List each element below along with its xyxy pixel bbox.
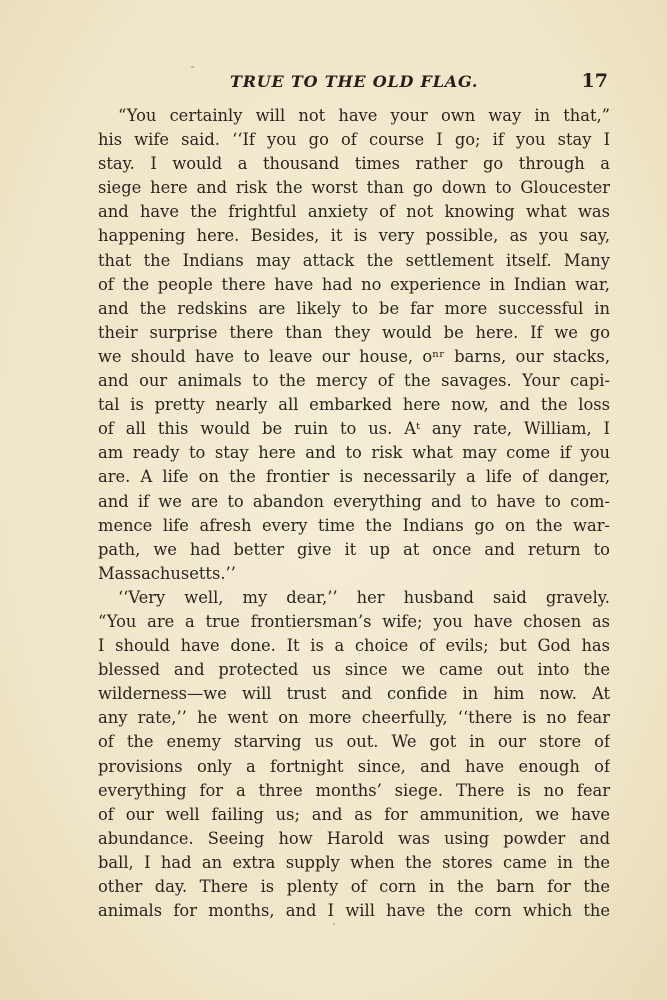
text-line: and have the frightful anxiety of not knowing what was bbox=[98, 202, 610, 222]
text-line: abundance. Seeing how Harold was using powder and bbox=[98, 828, 610, 848]
body-text bbox=[98, 104, 610, 923]
text-line: wilderness—we will trust and confide in him now. At bbox=[98, 684, 610, 704]
text-line: are. A life on the frontier is necessarily a life of danger, bbox=[98, 467, 610, 487]
text-line: happening here. Besides, it is very possible, as you say, bbox=[98, 226, 610, 246]
text-line: we should have to leave our house, oⁿʳ barns, our stacks, bbox=[98, 346, 610, 366]
text-line: provisions only a fortnight since, and have enough of bbox=[98, 756, 610, 776]
text-line: I should have done. It is a choice of evils; but God has bbox=[98, 636, 610, 656]
text-line: that the Indians may attack the settlement itself. Many bbox=[98, 250, 610, 270]
text-line: animals for months, and I will have the corn which the bbox=[98, 901, 610, 921]
running-head-title: TRUE TO THE OLD FLAG. bbox=[230, 72, 479, 91]
text-line: am ready to stay here and to risk what may come if you bbox=[98, 443, 610, 463]
text-line: mence life afresh every time the Indians go on the war- bbox=[98, 515, 610, 535]
text-line: “You certainly will not have your own way in that,” bbox=[118, 106, 610, 125]
text-line: stay. I would a thousand times rather go through a bbox=[98, 154, 610, 174]
text-line: Massachusetts.’’ bbox=[98, 563, 236, 583]
text-line: any rate,’’ he went on more cheerfully, ‘‘there is no fear bbox=[98, 708, 610, 728]
text-line: of the enemy starving us out. We got in our store of bbox=[98, 732, 610, 752]
text-line: siege here and risk the worst than go down to Gloucester bbox=[98, 178, 610, 198]
text-line: his wife said. ‘‘If you go of course I go; if you stay I bbox=[98, 130, 610, 150]
text-line: and if we are to abandon everything and to have to com- bbox=[98, 491, 610, 511]
text-line: ‘‘Very well, my dear,’’ her husband said gravely. bbox=[118, 587, 610, 607]
paper-speck bbox=[191, 66, 194, 68]
text-line: ball, I had an extra supply when the stores came in the bbox=[98, 852, 610, 872]
text-line: of all this would be ruin to us. Aᵗ any rate, William, I bbox=[98, 419, 610, 439]
text-line: other day. There is plenty of corn in the barn for the bbox=[98, 877, 610, 896]
text-line: everything for a three months’ siege. There is no fear bbox=[98, 780, 610, 800]
text-line: blessed and protected us since we came out into the bbox=[98, 660, 610, 680]
running-head bbox=[98, 72, 610, 98]
text-line: of our well failing us; and as for ammunition, we have bbox=[98, 804, 610, 824]
text-line: path, we had better give it up at once and return to bbox=[98, 539, 610, 559]
text-line: “You are a true frontiersman’s wife; you have chosen as bbox=[98, 611, 610, 631]
text-line: and the redskins are likely to be far more successful in bbox=[98, 298, 610, 318]
text-line: tal is pretty nearly all embarked here now, and the loss bbox=[98, 395, 610, 415]
text-line: and our animals to the mercy of the savages. Your capi- bbox=[98, 371, 610, 391]
page-number: 17 bbox=[581, 70, 608, 92]
text-line: of the people there have had no experience in Indian war, bbox=[98, 274, 610, 294]
paper-speck bbox=[333, 923, 335, 925]
text-line: their surprise there than they would be here. If we go bbox=[98, 322, 610, 342]
